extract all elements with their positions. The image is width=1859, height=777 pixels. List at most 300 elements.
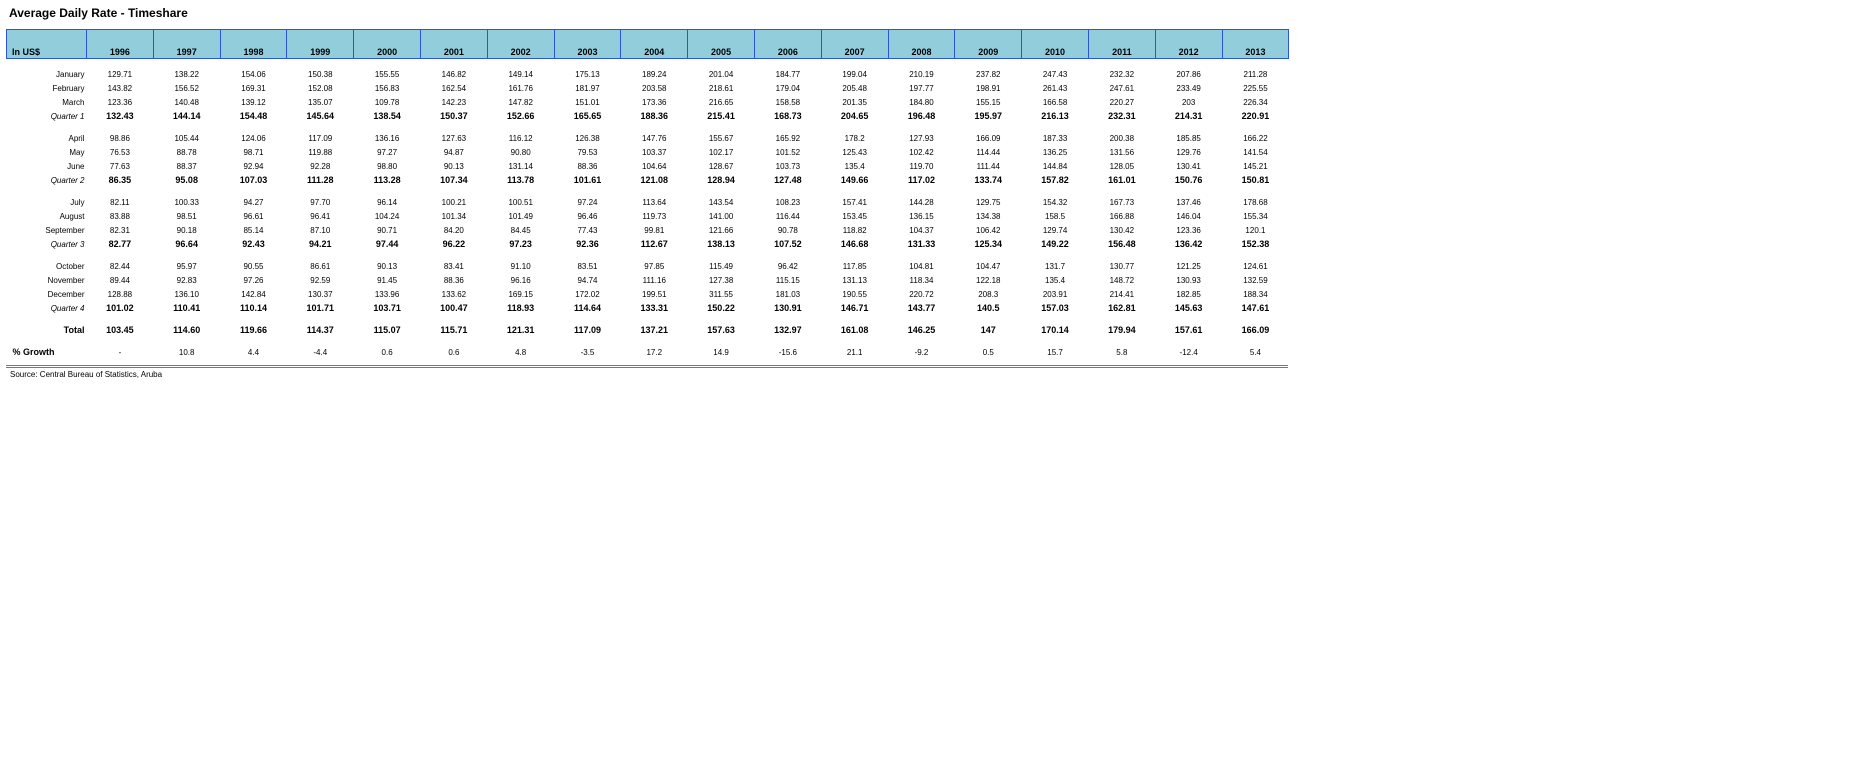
value-cell: 166.09 — [1241, 325, 1270, 335]
value-cell: 96.42 — [777, 261, 798, 271]
value-cell: 101.02 — [106, 303, 134, 313]
value-cell: 128.88 — [107, 289, 133, 299]
value-cell: 92.59 — [310, 275, 331, 285]
month-row — [7, 67, 1289, 81]
value-cell: 137.21 — [640, 325, 669, 335]
value-cell: 156.83 — [374, 83, 400, 93]
year-header: 2006 — [754, 30, 821, 59]
value-cell: 142.23 — [441, 97, 467, 107]
value-cell: 109.78 — [374, 97, 400, 107]
value-cell: 130.41 — [1176, 161, 1201, 171]
value-cell: 200.38 — [1109, 133, 1135, 143]
value-cell: 107.34 — [440, 175, 468, 185]
year-header: 2004 — [621, 30, 688, 59]
value-cell: 94.74 — [577, 275, 598, 285]
value-cell: 161.08 — [840, 325, 869, 335]
value-cell: 133.74 — [974, 175, 1003, 185]
value-cell: 187.33 — [1042, 133, 1068, 143]
value-cell: 88.37 — [176, 161, 197, 171]
value-cell: 148.72 — [1109, 275, 1135, 285]
value-cell: 208.3 — [978, 289, 999, 299]
value-cell: 150.38 — [308, 69, 333, 79]
value-cell: 83.51 — [577, 261, 598, 271]
value-cell: 158.58 — [775, 97, 801, 107]
row-label: September — [45, 225, 85, 235]
row-label: August — [59, 211, 85, 221]
year-header: 2013 — [1222, 30, 1289, 59]
value-cell: 152.66 — [506, 111, 535, 121]
value-cell: 136.15 — [909, 211, 934, 221]
value-cell: 131.56 — [1109, 147, 1135, 157]
value-cell: 97.26 — [243, 275, 264, 285]
value-cell: 110.14 — [239, 303, 267, 313]
value-cell: 132.97 — [774, 325, 802, 335]
value-cell: 147.76 — [642, 133, 667, 143]
value-cell: 157.61 — [1174, 325, 1203, 335]
value-cell: 146.04 — [1176, 211, 1201, 221]
value-cell: -15.6 — [778, 347, 797, 357]
value-cell: 121.66 — [708, 225, 734, 235]
value-cell: 138.54 — [373, 111, 401, 121]
value-cell: 311.55 — [709, 289, 733, 299]
value-cell: 144.28 — [909, 197, 934, 207]
month-row — [7, 159, 1289, 173]
value-cell: 146.71 — [840, 303, 869, 313]
value-cell: 189.24 — [642, 69, 667, 79]
value-cell: 111.44 — [976, 161, 1000, 171]
value-cell: 136.25 — [1042, 147, 1068, 157]
value-cell: 211.28 — [1243, 69, 1268, 79]
value-cell: 21.1 — [846, 347, 863, 357]
value-cell: 82.11 — [110, 197, 130, 207]
month-row — [7, 259, 1289, 273]
row-label: February — [52, 83, 85, 93]
value-cell: - — [118, 347, 122, 357]
value-cell: 190.55 — [842, 289, 867, 299]
value-cell: 166.09 — [976, 133, 1001, 143]
row-label: Quarter 4 — [50, 303, 85, 313]
value-cell: 98.86 — [109, 133, 130, 143]
value-cell: 96.41 — [310, 211, 331, 221]
value-cell: 133.62 — [441, 289, 467, 299]
value-cell: -4.4 — [313, 347, 328, 357]
value-cell: 220.72 — [909, 289, 934, 299]
month-row — [7, 209, 1289, 223]
value-cell: 216.13 — [1041, 111, 1069, 121]
value-cell: 165.92 — [775, 133, 801, 143]
value-cell: 90.13 — [443, 161, 464, 171]
value-cell: 121.08 — [640, 175, 669, 185]
value-cell: 125.43 — [842, 147, 867, 157]
value-cell: 247.43 — [1042, 69, 1068, 79]
value-cell: 114.60 — [173, 325, 201, 335]
value-cell: 149.22 — [1041, 239, 1069, 249]
value-cell: 145.21 — [1243, 161, 1268, 171]
value-cell: 146.82 — [441, 69, 467, 79]
spacer-row — [7, 59, 1289, 68]
value-cell: 166.58 — [1042, 97, 1068, 107]
quarter-row — [7, 109, 1289, 123]
year-header: 1997 — [153, 30, 220, 59]
value-cell: 95.97 — [176, 261, 197, 271]
value-cell: 96.61 — [243, 211, 264, 221]
value-cell: 145.64 — [306, 111, 335, 121]
value-cell: 133.96 — [374, 289, 400, 299]
value-cell: 98.80 — [377, 161, 398, 171]
value-cell: 157.03 — [1041, 303, 1069, 313]
month-row — [7, 81, 1289, 95]
value-cell: 103.73 — [775, 161, 801, 171]
value-cell: 107.52 — [774, 239, 802, 249]
value-cell: 113.28 — [373, 175, 401, 185]
value-cell: 150.37 — [440, 111, 468, 121]
value-cell: 147.82 — [508, 97, 533, 107]
value-cell: 156.52 — [174, 83, 199, 93]
value-cell: 82.31 — [109, 225, 130, 235]
value-cell: 167.73 — [1109, 197, 1135, 207]
value-cell: 114.44 — [976, 147, 1001, 157]
value-cell: 124.06 — [241, 133, 266, 143]
value-cell: 195.97 — [974, 111, 1003, 121]
value-cell: 91.10 — [510, 261, 531, 271]
month-row — [7, 131, 1289, 145]
value-cell: 112.67 — [640, 239, 668, 249]
value-cell: 181.97 — [575, 83, 600, 93]
value-cell: 4.8 — [515, 347, 527, 357]
value-cell: 179.04 — [775, 83, 801, 93]
value-cell: 115.49 — [709, 261, 733, 271]
value-cell: 86.35 — [108, 175, 132, 185]
value-cell: 116.44 — [775, 211, 800, 221]
value-cell: 100.47 — [440, 303, 468, 313]
value-cell: 0.6 — [381, 347, 393, 357]
value-cell: 153.45 — [842, 211, 867, 221]
value-cell: 118.34 — [909, 275, 934, 285]
value-cell: 101.52 — [775, 147, 801, 157]
value-cell: 92.94 — [243, 161, 264, 171]
value-cell: 116.12 — [508, 133, 533, 143]
value-cell: 97.27 — [377, 147, 398, 157]
spacer-row — [7, 123, 1289, 131]
value-cell: 119.66 — [239, 325, 267, 335]
value-cell: 77.63 — [109, 161, 130, 171]
value-cell: 121.25 — [1176, 261, 1201, 271]
year-header: 2010 — [1022, 30, 1089, 59]
value-cell: 117.09 — [573, 325, 601, 335]
value-cell: 128.94 — [707, 175, 735, 185]
value-cell: 132.43 — [106, 111, 134, 121]
value-cell: 207.86 — [1176, 69, 1201, 79]
value-cell: 172.02 — [575, 289, 600, 299]
value-cell: 77.43 — [577, 225, 598, 235]
value-cell: 106.42 — [976, 225, 1001, 235]
value-cell: 232.32 — [1109, 69, 1135, 79]
value-cell: 94.21 — [309, 239, 332, 249]
value-cell: 117.09 — [308, 133, 333, 143]
value-cell: 97.24 — [577, 197, 598, 207]
row-label: Quarter 3 — [50, 239, 85, 249]
row-label: July — [70, 197, 85, 207]
year-header: 1996 — [87, 30, 154, 59]
year-header: 2009 — [955, 30, 1022, 59]
value-cell: 203.58 — [642, 83, 667, 93]
value-cell: 155.55 — [374, 69, 400, 79]
value-cell: 132.59 — [1243, 275, 1268, 285]
value-cell: 149.66 — [840, 175, 869, 185]
value-cell: 185.85 — [1176, 133, 1201, 143]
quarter-row — [7, 301, 1289, 315]
value-cell: 82.44 — [109, 261, 130, 271]
value-cell: 90.18 — [176, 225, 197, 235]
value-cell: 120.1 — [1245, 225, 1266, 235]
value-cell: 197.77 — [909, 83, 934, 93]
value-cell: 102.42 — [909, 147, 934, 157]
value-cell: 98.51 — [176, 211, 197, 221]
value-cell: 14.9 — [713, 347, 729, 357]
value-cell: 147.61 — [1241, 303, 1270, 313]
value-cell: 94.27 — [243, 197, 264, 207]
value-cell: 161.76 — [508, 83, 533, 93]
value-cell: 86.61 — [310, 261, 331, 271]
value-cell: 94.87 — [443, 147, 464, 157]
value-cell: 103.45 — [106, 325, 134, 335]
value-cell: 127.93 — [909, 133, 934, 143]
value-cell: 118.93 — [507, 303, 535, 313]
month-row — [7, 287, 1289, 301]
value-cell: 135.07 — [308, 97, 333, 107]
value-cell: 101.49 — [508, 211, 533, 221]
value-cell: 201.04 — [708, 69, 734, 79]
value-cell: 129.71 — [107, 69, 133, 79]
value-cell: 102.17 — [708, 147, 734, 157]
value-cell: 205.48 — [842, 83, 867, 93]
value-cell: 139.12 — [241, 97, 266, 107]
value-cell: 104.24 — [374, 211, 400, 221]
row-label: Total — [63, 325, 85, 335]
value-cell: 104.37 — [909, 225, 934, 235]
header-row — [7, 30, 1289, 59]
value-cell: 101.34 — [441, 211, 467, 221]
value-cell: 170.14 — [1041, 325, 1069, 335]
value-cell: 154.48 — [239, 111, 268, 121]
value-cell: 226.34 — [1243, 97, 1268, 107]
year-header: 1998 — [220, 30, 287, 59]
value-cell: 156.48 — [1108, 239, 1136, 249]
value-cell: 104.47 — [976, 261, 1001, 271]
value-cell: 157.41 — [842, 197, 867, 207]
value-cell: 115.71 — [440, 325, 468, 335]
year-header: 2001 — [420, 30, 487, 59]
row-label: December — [47, 289, 85, 299]
value-cell: 214.31 — [1174, 111, 1203, 121]
value-cell: 5.4 — [1249, 347, 1261, 357]
value-cell: 84.45 — [510, 225, 531, 235]
value-cell: 199.51 — [642, 289, 667, 299]
value-cell: 101.61 — [573, 175, 602, 185]
value-cell: 131.7 — [1045, 261, 1066, 271]
value-cell: 128.05 — [1109, 161, 1135, 171]
value-cell: 129.76 — [1176, 147, 1201, 157]
bottom-rule — [6, 365, 1288, 368]
table-body — [7, 59, 1289, 366]
value-cell: 157.82 — [1041, 175, 1069, 185]
value-cell: 149.14 — [508, 69, 533, 79]
value-cell: 103.71 — [373, 303, 401, 313]
year-header: 2011 — [1088, 30, 1155, 59]
value-cell: 17.2 — [646, 347, 663, 357]
value-cell: 100.33 — [174, 197, 199, 207]
value-cell: 129.74 — [1042, 225, 1068, 235]
row-label: Quarter 2 — [50, 175, 85, 185]
value-cell: 158.5 — [1045, 211, 1066, 221]
value-cell: 79.53 — [577, 147, 598, 157]
value-cell: 184.80 — [909, 97, 934, 107]
month-row — [7, 145, 1289, 159]
value-cell: 155.34 — [1243, 211, 1268, 221]
value-cell: 143.54 — [708, 197, 734, 207]
quarter-row — [7, 173, 1289, 187]
value-cell: 130.93 — [1176, 275, 1201, 285]
value-cell: 100.21 — [441, 197, 467, 207]
value-cell: 104.81 — [909, 261, 934, 271]
value-cell: 157.63 — [707, 325, 735, 335]
value-cell: 89.44 — [109, 275, 130, 285]
value-cell: 154.32 — [1042, 197, 1068, 207]
value-cell: 127.38 — [708, 275, 734, 285]
value-cell: 123.36 — [107, 97, 133, 107]
quarter-row — [7, 237, 1289, 251]
value-cell: 168.73 — [774, 111, 802, 121]
value-cell: 97.23 — [509, 239, 532, 249]
value-cell: 165.65 — [573, 111, 602, 121]
month-row — [7, 223, 1289, 237]
value-cell: 90.71 — [377, 225, 398, 235]
year-header: 1999 — [287, 30, 354, 59]
value-cell: 143.77 — [907, 303, 936, 313]
value-cell: 140.48 — [174, 97, 199, 107]
value-cell: 101.71 — [306, 303, 335, 313]
value-cell: 4.4 — [247, 347, 260, 357]
value-cell: 127.48 — [774, 175, 802, 185]
value-cell: 144.14 — [172, 111, 201, 121]
value-cell: 76.53 — [109, 147, 130, 157]
value-cell: 155.67 — [708, 133, 734, 143]
value-cell: 152.08 — [308, 83, 333, 93]
value-cell: 88.78 — [176, 147, 197, 157]
value-cell: 5.8 — [1116, 347, 1128, 357]
value-cell: 108.23 — [775, 197, 801, 207]
value-cell: 154.06 — [241, 69, 266, 79]
value-cell: 90.55 — [243, 261, 264, 271]
value-cell: 110.41 — [173, 303, 201, 313]
corner-label: In US$ — [7, 30, 87, 59]
year-header: 2000 — [354, 30, 421, 59]
value-cell: 130.37 — [308, 289, 333, 299]
value-cell: 99.81 — [644, 225, 665, 235]
value-cell: 105.44 — [174, 133, 199, 143]
value-cell: 169.31 — [241, 83, 266, 93]
spacer-row — [7, 251, 1289, 259]
value-cell: 100.51 — [508, 197, 533, 207]
value-cell: 107.03 — [239, 175, 268, 185]
value-cell: 0.5 — [982, 347, 994, 357]
row-label: Quarter 1 — [50, 111, 85, 121]
value-cell: 166.22 — [1243, 133, 1268, 143]
row-label: June — [67, 161, 85, 171]
value-cell: 90.80 — [510, 147, 531, 157]
value-cell: 90.78 — [777, 225, 798, 235]
value-cell: 143.82 — [107, 83, 133, 93]
value-cell: 198.91 — [976, 83, 1001, 93]
value-cell: 98.71 — [243, 147, 264, 157]
value-cell: 147 — [980, 325, 996, 335]
value-cell: 166.88 — [1109, 211, 1135, 221]
value-cell: 104.64 — [642, 161, 667, 171]
value-cell: 118.82 — [842, 225, 867, 235]
value-cell: 218.61 — [708, 83, 734, 93]
year-header: 2008 — [888, 30, 955, 59]
value-cell: 92.28 — [310, 161, 331, 171]
value-cell: 201.35 — [842, 97, 867, 107]
value-cell: 145.63 — [1174, 303, 1203, 313]
value-cell: 233.49 — [1176, 83, 1201, 93]
growth-row — [7, 345, 1289, 359]
value-cell: 92.43 — [242, 239, 265, 249]
row-label: October — [56, 261, 85, 271]
value-cell: 92.83 — [176, 275, 197, 285]
value-cell: 138.22 — [174, 69, 199, 79]
value-cell: 97.85 — [644, 261, 665, 271]
value-cell: -3.5 — [580, 347, 595, 357]
value-cell: 114.64 — [573, 303, 601, 313]
page-title: Average Daily Rate - Timeshare — [9, 6, 188, 20]
value-cell: 140.5 — [976, 303, 1000, 313]
value-cell: 182.85 — [1176, 289, 1201, 299]
year-header: 2005 — [688, 30, 755, 59]
month-row — [7, 273, 1289, 287]
value-cell: 82.77 — [108, 239, 132, 249]
year-header: 2007 — [821, 30, 888, 59]
value-cell: 138.13 — [707, 239, 735, 249]
value-cell: 150.22 — [707, 303, 735, 313]
value-cell: 162.81 — [1108, 303, 1136, 313]
value-cell: 130.91 — [774, 303, 802, 313]
value-cell: 83.88 — [109, 211, 130, 221]
row-label: November — [47, 275, 85, 285]
value-cell: 135.4 — [1045, 275, 1066, 285]
value-cell: 119.73 — [642, 211, 667, 221]
value-cell: 178.2 — [844, 133, 865, 143]
value-cell: 216.65 — [708, 97, 734, 107]
value-cell: 203 — [1181, 97, 1196, 107]
value-cell: 247.61 — [1109, 83, 1135, 93]
value-cell: 220.91 — [1241, 111, 1270, 121]
value-cell: 96.14 — [377, 197, 398, 207]
value-cell: 181.03 — [775, 289, 801, 299]
value-cell: 155.15 — [976, 97, 1001, 107]
value-cell: 125.34 — [974, 239, 1003, 249]
value-cell: 91.45 — [377, 275, 398, 285]
value-cell: -12.4 — [1179, 347, 1198, 357]
value-cell: 135.4 — [844, 161, 865, 171]
row-label: % Growth — [12, 347, 55, 357]
value-cell: 96.64 — [175, 239, 198, 249]
value-cell: 173.36 — [642, 97, 667, 107]
value-cell: 131.13 — [842, 275, 867, 285]
value-cell: 188.34 — [1243, 289, 1268, 299]
value-cell: 85.14 — [243, 225, 264, 235]
value-cell: 115.07 — [373, 325, 401, 335]
